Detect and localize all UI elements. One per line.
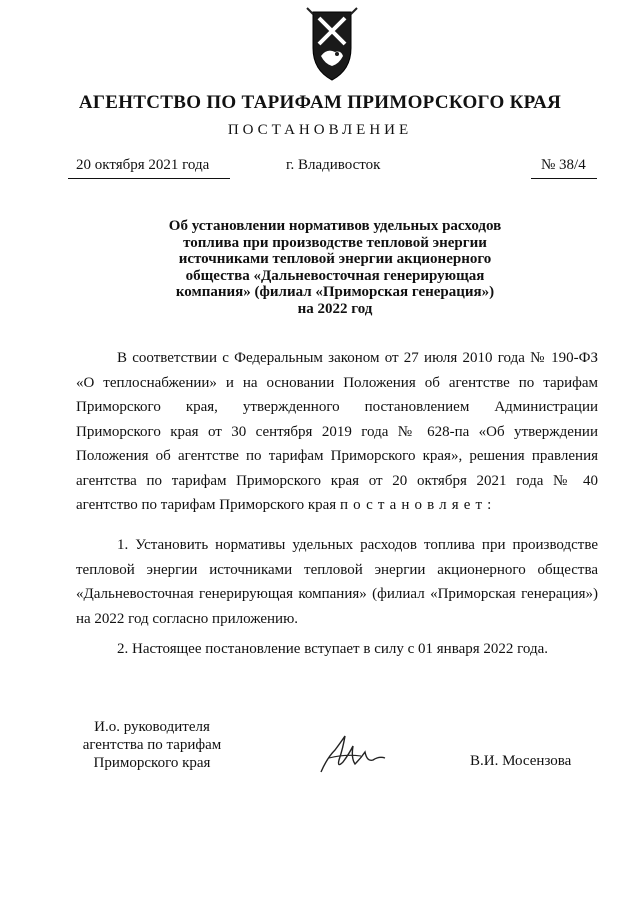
body-line [76, 493, 598, 518]
body-line: на 2022 год согласно приложению. [76, 610, 299, 627]
body-line: Приморского края от 30 сентября 2019 года № 628-па «Об утверждении [76, 423, 598, 440]
decree-word: постановляет: [339, 497, 497, 513]
title-line: топлива при производстве тепловой энергии [183, 234, 487, 251]
handwritten-signature-icon [315, 728, 395, 778]
paragraph-item-2 [117, 637, 598, 662]
paragraph-item-1 [76, 533, 598, 631]
document-date: 20 октября 2021 года [76, 157, 210, 173]
title-line: компания» (филиал «Приморская генерация») [175, 284, 495, 301]
body-line: Приморского края, утвержденного постановлением Администрации [76, 399, 598, 415]
paragraph-preamble [76, 346, 598, 518]
document-type: ПОСТАНОВЛЕНИЕ [227, 122, 413, 138]
body-line: агентства по тарифам Приморского края от 20 октября 2021 года № 40 [76, 472, 598, 489]
title-line: на 2022 год [297, 300, 373, 317]
title-line: общества «Дальневосточная генерирующая [185, 267, 485, 284]
date-underline [68, 178, 230, 179]
number-underline [531, 178, 597, 179]
body-line: Положения об агентстве по тарифам Приморского края», решения правления [76, 448, 598, 464]
title-line: Об установлении нормативов удельных расходов [168, 218, 502, 234]
document-city: г. Владивосток [286, 157, 381, 173]
role-line: Приморского края [93, 755, 211, 771]
title-line: источниками тепловой энергии акционерного [178, 251, 492, 268]
body-line: 2. Настоящее постановление вступает в силу с 01 января 2022 года. [117, 641, 549, 657]
body-line: «Дальневосточная генерирующая компания» (филиал «Приморская генерация») [76, 586, 598, 602]
body-line: «О теплоснабжении» и на основании Положения об агентстве по тарифам [76, 374, 598, 391]
body-line-text: агентство по тарифам Приморского края [76, 497, 337, 513]
document-number: № 38/4 [541, 157, 586, 173]
signatory-role [82, 718, 222, 772]
agency-name: АГЕНТСТВО ПО ТАРИФАМ ПРИМОРСКОГО КРАЯ [78, 92, 562, 113]
body-line: тепловой энергии источниками тепловой энергии акционерного общества [76, 561, 598, 578]
role-line: И.о. руководителя [94, 719, 210, 735]
primorsky-krai-coat-of-arms-icon [299, 4, 365, 84]
body-line: В соответствии с Федеральным законом от 27 июля 2010 года № 190-ФЗ [117, 350, 598, 366]
document-title [145, 218, 525, 318]
body-line: 1. Установить нормативы удельных расходов топлива при производстве [117, 537, 598, 553]
role-line: агентства по тарифам [82, 737, 222, 753]
signatory-name: В.И. Мосензова [470, 753, 572, 769]
